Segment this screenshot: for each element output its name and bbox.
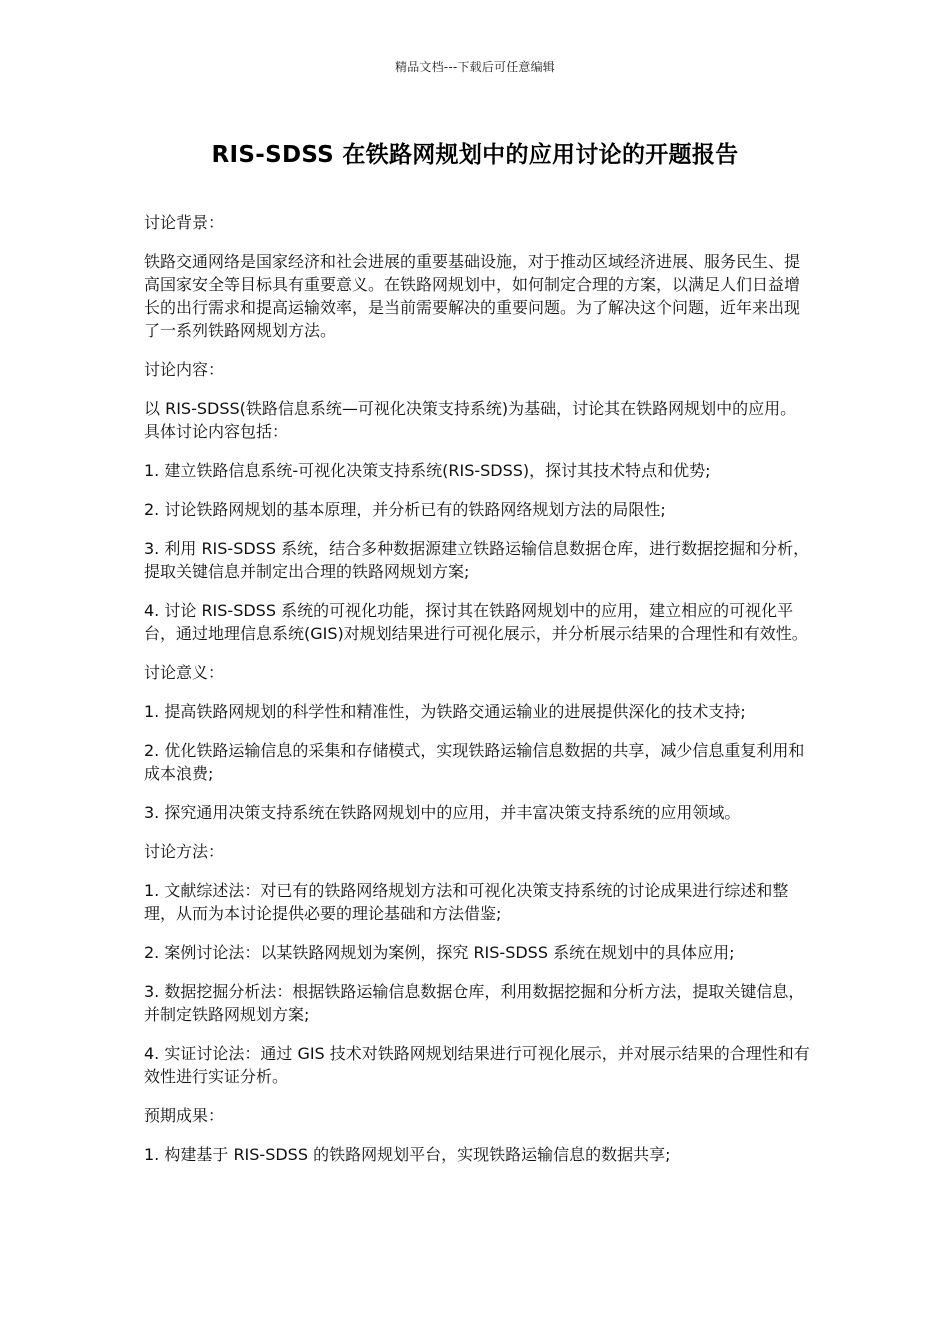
list-item: 4. 实证讨论法：通过 GIS 技术对铁路网规划结果进行可视化展示，并对展示结果的合理性和有效性进行实证分析。	[144, 1044, 810, 1086]
list-item: 3. 数据挖掘分析法：根据铁路运输信息数据仓库，利用数据挖掘和分析方法，提取关键信息，并制定铁路网规划方案;	[144, 982, 805, 1024]
section-heading-significance: 讨论意义：	[144, 663, 225, 682]
paragraph: 以 RIS-SDSS(铁路信息系统—可视化决策支持系统)为基础，讨论其在铁路网规划中的应用。具体讨论内容包括：	[144, 399, 797, 441]
list-item: 2. 案例讨论法：以某铁路网规划为案例，探究 RIS-SDSS 系统在规划中的具体应用;	[144, 943, 735, 962]
list-item: 1. 建立铁路信息系统-可视化决策支持系统(RIS-SDSS)，探讨其技术特点和优势;	[144, 461, 711, 480]
document-body	[144, 211, 810, 1182]
list-item: 3. 利用 RIS-SDSS 系统，结合多种数据源建立铁路运输信息数据仓库，进行数据挖掘和分析，提取关键信息并制定出合理的铁路网规划方案;	[144, 539, 810, 581]
section-heading-method: 讨论方法：	[144, 842, 225, 861]
list-item: 2. 优化铁路运输信息的采集和存储模式，实现铁路运输信息数据的共享，减少信息重复利用和成本浪费;	[144, 741, 805, 783]
section-heading-background: 讨论背景：	[144, 213, 225, 232]
list-item: 1. 文献综述法：对已有的铁路网络规划方法和可视化决策支持系统的讨论成果进行综述和整理，从而为本讨论提供必要的理论基础和方法借鉴;	[144, 881, 789, 923]
list-item: 1. 构建基于 RIS-SDSS 的铁路网规划平台，实现铁路运输信息的数据共享;	[144, 1145, 671, 1164]
section-heading-content: 讨论内容：	[144, 360, 225, 379]
list-item: 1. 提高铁路网规划的科学性和精准性，为铁路交通运输业的进展提供深化的技术支持;	[144, 702, 746, 721]
paragraph: 铁路交通网络是国家经济和社会进展的重要基础设施，对于推动区域经济进展、服务民生、提高国家安全等目标具有重要意义。在铁路网规划中，如何制定合理的方案，以满足人们日益增长的出行需求和提高运输效率，是当前需要解决的重要问题。为了解决这个问题，近年来出现了一系列铁路网规划方法。	[144, 252, 801, 340]
header-note: 精品文档---下载后可任意编辑	[395, 60, 555, 74]
list-item: 4. 讨论 RIS-SDSS 系统的可视化功能，探讨其在铁路网规划中的应用，建立相应的可视化平台，通过地理信息系统(GIS)对规划结果进行可视化展示，并分析展示结果的合理性和有效性。	[144, 601, 808, 643]
document-title: RIS-SDSS 在铁路网规划中的应用讨论的开题报告	[211, 142, 739, 168]
section-heading-outcomes: 预期成果：	[144, 1106, 225, 1125]
list-item: 3. 探究通用决策支持系统在铁路网规划中的应用，并丰富决策支持系统的应用领域。	[144, 803, 741, 822]
list-item: 2. 讨论铁路网规划的基本原理，并分析已有的铁路网络规划方法的局限性;	[144, 500, 666, 519]
